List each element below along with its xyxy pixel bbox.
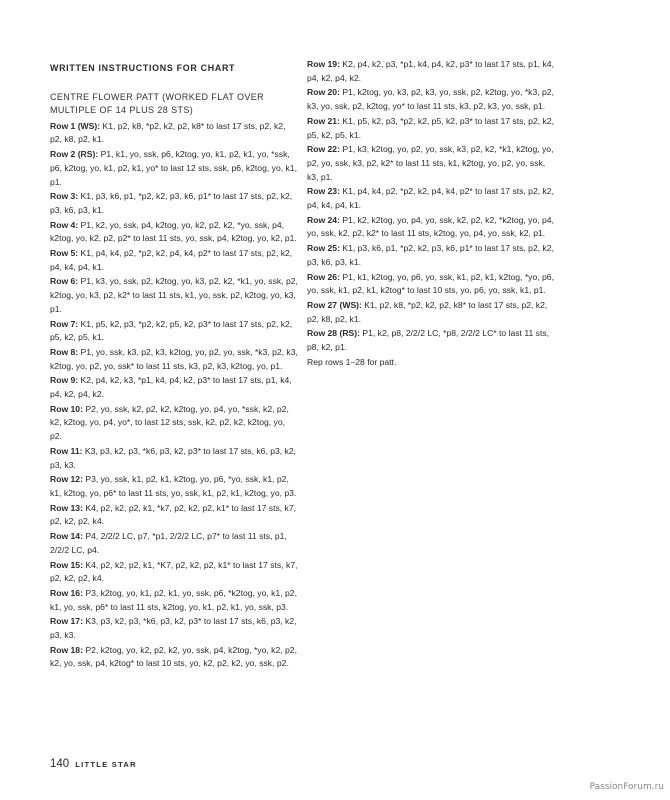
instruction-row	[50, 587, 298, 614]
row-instructions: P4, 2/2/2 LC, p7, *p1, 2/2/2 LC, p7* to last 11 sts, p1, 2/2/2 LC, p4.	[50, 531, 287, 555]
row-instructions: K2, p4, k2, k3, *p1, k4, p4, k2, p3* to last 17 sts, p1, k4, p4, k2, p4, k2.	[50, 375, 292, 400]
instruction-row	[307, 327, 555, 354]
row-label: Row 15:	[50, 559, 83, 570]
instruction-row	[307, 86, 555, 113]
row-label: Row 2 (RS):	[50, 149, 99, 160]
instruction-row	[50, 148, 298, 189]
instruction-row	[50, 247, 298, 274]
pattern-title: CENTRE FLOWER PATT (WORKED FLAT OVER MULTIPLE OF 14 PLUS 28 STS)	[50, 91, 265, 115]
row-instructions: K4, p2, k2, p2, k1, *k7, p2, k2, p2, k1* to last 17 sts, k7, p2, k2, p2, k4.	[50, 502, 297, 527]
row-label: Row 16:	[50, 587, 83, 598]
instruction-row	[307, 58, 555, 85]
instruction-row	[50, 120, 298, 147]
row-instructions: K4, p2, k2, p2, k1, *K7, p2, k2, p2, k1* to last 17 sts, k7, p2, k2, p2, k4.	[50, 559, 298, 584]
row-instructions: K3, p3, k2, p3, *k6, p3, k2, p3* to last 17 sts, k6, p3, k2, p3, k3.	[50, 616, 297, 641]
row-label: Row 17:	[50, 616, 83, 627]
row-instructions: P1, k1, yo, ssk, p6, k2tog, yo, k1, p2, k1, yo, *ssk, p6, k2tog, yo, k1, p2, k1, yo* to last 12 sts, ssk, p6, k2tog, yo, k1, p1.	[50, 149, 297, 187]
row-label: Row 10:	[50, 403, 83, 414]
row-instructions: K3, p3, k2, p3, *k6, p3, k2, p3* to last 17 sts, k6, p3, k2, p3, k3.	[50, 445, 297, 470]
row-label: Row 11:	[50, 445, 83, 456]
instruction-row	[50, 559, 298, 586]
row-label: Row 24:	[307, 214, 340, 225]
instruction-row	[50, 473, 298, 500]
row-instructions: P2, k2tog, yo, k2, p2, k2, yo, ssk, p4, k2tog, *yo, k2, p2, k2, yo, ssk, p4, k2tog* to last 10 sts, yo, k2, p2, k2, yo, ssk, p2.	[50, 644, 297, 669]
instruction-row	[50, 530, 298, 557]
row-label: Row 7:	[50, 318, 79, 329]
row-label: Row 20:	[307, 87, 340, 98]
row-instructions: P1, k3, yo, ssk, p2, k2tog, yo, k3, p2, k2, *k1, yo, ssk, p2, k2tog, yo, k3, p2, k2* to last 11 sts, k1, yo, ssk, p2, k2tog, yo, k3, p1.	[50, 276, 298, 314]
repeat-note: Rep rows 1–28 for patt.	[307, 356, 397, 367]
row-label: Row 22:	[307, 144, 340, 155]
instruction-row	[50, 644, 298, 671]
row-label: Row 4:	[50, 219, 79, 230]
row-instructions: K1, p5, k2, p3, *p2, k2, p5, k2, p3* to last 17 sts, p2, k2, p5, k2, p5, k1.	[307, 115, 554, 140]
row-label: Row 25:	[307, 243, 340, 254]
row-label: Row 23:	[307, 186, 340, 197]
row-label: Row 14:	[50, 531, 83, 542]
row-instructions: K2, p4, k2, p3, *p1, k4, p4, k2, p3* to last 17 sts, p1, k4, p4, k2, p4, k2.	[307, 59, 554, 83]
instruction-row	[307, 299, 555, 326]
rows-right-list	[307, 58, 555, 355]
row-instructions: P2, yo, ssk, k2, p2, k2, k2tog, yo, p4, yo, *ssk, k2, p2, k2, k2tog, yo, p4, yo*, to last 12 sts, ssk, k2, p2, k2, k2tog, yo, p2.	[50, 403, 289, 442]
row-instructions: P3, yo, ssk, k1, p2, k1, k2tog, yo, p6, *yo, ssk, k1, p2, k1, k2tog, yo, p6* to last 11 sts, yo, ssk, k1, p2, k1, k2tog, yo, p3.	[50, 474, 297, 498]
row-instructions: P1, k2, k2tog, yo, p4, yo, ssk, k2, p2, k2, *k2tog, yo, p4, yo, ssk, k2, p2, k2* to last 11 sts, k2tog, yo, p4, yo, ssk, k2, p1.	[307, 214, 554, 239]
row-instructions: P1, k2, p8, 2/2/2 LC, *p8, 2/2/2 LC* to last 11 sts, p8, k2, p1.	[307, 328, 550, 353]
rows-left-list	[50, 120, 298, 671]
instruction-row	[307, 115, 555, 142]
instruction-row	[50, 502, 298, 529]
page-footer	[50, 758, 137, 770]
instruction-row	[307, 185, 555, 212]
row-instructions: P1, k2, yo, ssk, p4, k2tog, yo, k2, p2, k2, *yo, ssk, p4, k2tog, yo, k2, p2, p2* to last 11 sts, yo, ssk, p4, k2tog, yo, k2, p1.	[50, 219, 297, 244]
right-column	[307, 58, 555, 369]
row-label: Row 27 (WS):	[307, 299, 362, 310]
row-label: Row 21:	[307, 115, 340, 126]
row-instructions: K1, p3, k6, p1, *p2, k2, p3, k6, p1* to last 17 sts, p2, k2, p3, k6, p3, k1.	[307, 243, 554, 267]
row-label: Row 18:	[50, 644, 83, 655]
row-instructions: P1, k3, k2tog, yo, p2, yo, ssk, k3, p2, k2, *k1, k2tog, yo, p2, yo, ssk, k3, p2, k2* to last 11 sts, k1, k2tog, yo, p2, yo, ssk, k3, p1.	[307, 144, 554, 182]
instruction-row	[50, 346, 298, 373]
row-instructions: P1, k2tog, yo, k3, p2, k3, yo, ssk, p2, k2tog, yo, *k3, p2, k3, yo, ssk, p2, k2tog, yo* to last 11 sts, k3, p2, k3, yo, ssk, p1.	[307, 87, 554, 112]
row-instructions: P1, yo, ssk, k3, p2, k3, k2tog, yo, p2, yo, ssk, *k3, p2, k3, k2tog, yo, p2, yo, ssk* to last 11 sts, k3, p2, k3, k2tog, yo, p1.	[50, 346, 298, 371]
row-label: Row 8:	[50, 346, 79, 357]
row-label: Row 6:	[50, 276, 79, 287]
page-number: 140	[50, 758, 70, 770]
instruction-row	[307, 242, 555, 269]
row-label: Row 12:	[50, 474, 83, 485]
instruction-row	[50, 219, 298, 246]
row-label: Row 9:	[50, 375, 79, 386]
row-instructions: K1, p4, k4, p2, *p2, k2, p4, k4, p2* to last 17 sts, p2, k2, p4, k4, p4, k1.	[307, 186, 554, 211]
instruction-row	[50, 318, 298, 345]
row-label: Row 1 (WS):	[50, 120, 101, 131]
row-instructions: P3, k2tog, yo, k1, p2, k1, yo, ssk, p6, *k2tog, yo, k1, p2, k1, yo, ssk, p6* to last 11 sts, k2tog, yo, k1, p2, k1, yo, ssk, p3.	[50, 587, 297, 612]
instruction-row	[307, 214, 555, 241]
instruction-row	[50, 615, 298, 642]
row-instructions: K1, p2, k8, *p2, k2, p2, k8* to last 17 sts, p2, k2, p2, k8, p2, k1.	[307, 299, 548, 324]
row-label: Row 13:	[50, 502, 83, 513]
section-heading: WRITTEN INSTRUCTIONS FOR CHART	[50, 63, 236, 73]
left-column	[50, 58, 298, 672]
row-label: Row 19:	[307, 59, 340, 69]
instruction-row	[50, 275, 298, 316]
row-label: Row 26:	[307, 271, 340, 282]
instruction-row	[50, 445, 298, 472]
row-instructions: K1, p3, k6, p1, *p2, k2, p3, k6, p1* to last 17 sts, p2, k2, p3, k6, p3, k1.	[50, 191, 293, 215]
instruction-row	[50, 374, 298, 401]
book-title: LITTLE STAR	[75, 760, 137, 769]
row-instructions: K1, p2, k8, *p2, k2, p2, k8* to last 17 sts, p2, k2, p2, k8, p2, k1.	[50, 120, 286, 145]
instruction-row	[50, 190, 298, 217]
row-label: Row 3:	[50, 191, 79, 202]
row-label: Row 28 (RS):	[307, 328, 360, 339]
instruction-row	[307, 271, 555, 298]
row-instructions: P1, k1, k2tog, yo, p6, yo, ssk, k1, p2, k1, k2tog, *yo, p6, yo, ssk, k1, p2, k1, k2tog* to last 10 sts, yo, p6, yo, ssk, k1, p1.	[307, 271, 554, 296]
row-instructions: K1, p5, k2, p3, *p2, k2, p5, k2, p3* to last 17 sts, p2, k2, p5, k2, p5, k1.	[50, 318, 293, 343]
row-instructions: K1, p4, k4, p2, *p2, k2, p4, k4, p2* to last 17 sts, p2, k2, p4, k4, p4, k1.	[50, 248, 293, 272]
instruction-row	[50, 403, 298, 444]
row-label: Row 5:	[50, 248, 79, 259]
watermark: PassionForum.ru	[589, 782, 664, 792]
instruction-row	[307, 143, 555, 184]
